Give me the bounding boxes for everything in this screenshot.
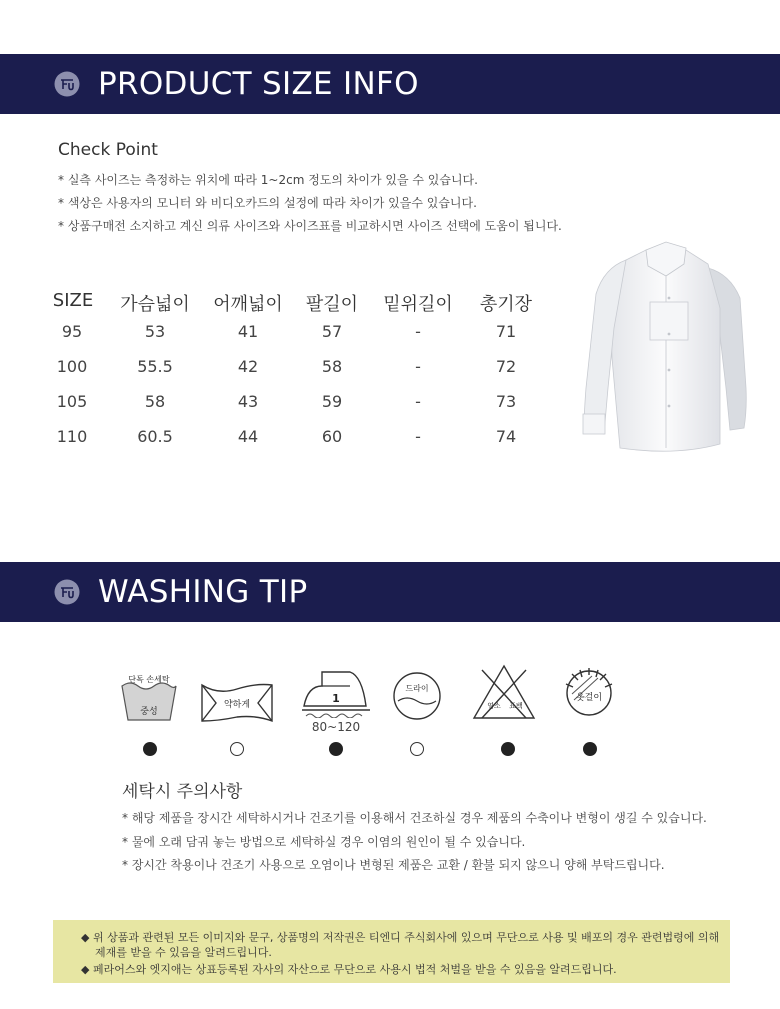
cell-size: 100 <box>56 357 88 376</box>
check-point-note: * 색상은 사용자의 모니터 와 비디오카드의 설정에 따라 차이가 있을수 있습니다. <box>58 196 477 210</box>
cell-shoulder: 44 <box>237 427 259 446</box>
header-shoulder: 어깨넓이 <box>213 294 283 315</box>
hand-wash-top-label: 단독 손세탁 <box>128 675 170 684</box>
copyright-line: ◆ 위 상품과 관련된 모든 이미지와 문구, 상품명의 저작권은 티엔디 주식회사에 있으며 무단으로 사용 및 배포의 경우 관련법령에 의해 <box>81 931 720 944</box>
table-row <box>50 357 550 381</box>
copyright-line: ◆ 페라어스와 엣지애는 상표등록된 자사의 자산으로 무단으로 사용시 법적 처벌을 받을 수 있음을 알려드립니다. <box>81 963 617 976</box>
unselected-dot <box>410 742 424 756</box>
check-point-title: Check Point <box>58 140 158 160</box>
cell-sleeve: 59 <box>321 392 343 411</box>
cell-length: 74 <box>495 427 517 446</box>
hand-wash-icon <box>116 670 182 724</box>
cell-rise: - <box>415 357 421 376</box>
size-info-banner <box>0 54 780 114</box>
gentle-label: 약하게 <box>223 700 251 710</box>
header-length: 총기장 <box>479 294 533 315</box>
brand-logo-icon <box>54 579 80 605</box>
check-point-note: * 상품구매전 소지하고 계신 의류 사이즈와 사이즈표를 비교하시면 사이즈 선택에 도움이 됩니다. <box>58 219 562 233</box>
bleach-left-label: 염소 <box>487 702 501 710</box>
cell-sleeve: 58 <box>321 357 343 376</box>
cell-size: 95 <box>61 322 83 341</box>
iron-icon <box>300 666 372 718</box>
unselected-dot <box>230 742 244 756</box>
header-rise: 밑위길이 <box>383 294 453 315</box>
header-chest: 가슴넓이 <box>120 294 190 315</box>
cell-rise: - <box>415 392 421 411</box>
selected-dot <box>329 742 343 756</box>
washing-tip-banner <box>0 562 780 622</box>
selected-dot <box>143 742 157 756</box>
cell-shoulder: 43 <box>237 392 259 411</box>
shirt-image <box>580 238 748 460</box>
care-note: * 해당 제품을 장시간 세탁하시거나 건조기를 이용해서 건조하실 경우 제품의 수축이나 변형이 생길 수 있습니다. <box>122 811 707 825</box>
no-bleach-icon <box>472 664 536 720</box>
table-header-row <box>50 290 550 314</box>
table-row <box>50 322 550 346</box>
cell-shoulder: 41 <box>237 322 259 341</box>
care-note: * 장시간 착용이나 건조기 사용으로 오염이나 변형된 제품은 교환 / 환불 되지 않으니 양해 부탁드립니다. <box>122 858 665 872</box>
bleach-right-label: 표백 <box>509 702 523 710</box>
cell-chest: 55.5 <box>137 357 173 376</box>
table-row <box>50 427 550 451</box>
copyright-box <box>53 920 730 983</box>
cell-shoulder: 42 <box>237 357 259 376</box>
selected-dot <box>501 742 515 756</box>
cell-length: 72 <box>495 357 517 376</box>
copyright-line: 제재를 받을 수 있음을 알려드립니다. <box>95 946 272 959</box>
dry-label: 드라이 <box>405 684 429 693</box>
brand-logo-icon <box>54 71 80 97</box>
care-note: * 물에 오래 담궈 놓는 방법으로 세탁하실 경우 이염의 원인이 될 수 있습니다. <box>122 835 526 849</box>
hang-dry-icon <box>560 664 618 722</box>
size-info-title: PRODUCT SIZE INFO <box>98 66 419 102</box>
check-point-note: * 실측 사이즈는 측정하는 위치에 따라 1~2cm 정도의 차이가 있을 수 있습니다. <box>58 173 478 187</box>
dry-clean-icon <box>392 671 442 721</box>
header-sleeve: 팔길이 <box>305 294 359 315</box>
cell-length: 73 <box>495 392 517 411</box>
hand-wash-bottom-label: 중성 <box>140 707 158 717</box>
cell-length: 71 <box>495 322 517 341</box>
selected-dot <box>583 742 597 756</box>
iron-temp-label: 80~120 <box>311 720 361 734</box>
cell-chest: 60.5 <box>137 427 173 446</box>
cell-rise: - <box>415 322 421 341</box>
cell-sleeve: 60 <box>321 427 343 446</box>
washing-tip-title: WASHING TIP <box>98 574 308 610</box>
table-row <box>50 392 550 416</box>
cell-chest: 53 <box>144 322 166 341</box>
header-size: SIZE <box>52 290 94 311</box>
cell-rise: - <box>415 427 421 446</box>
gentle-wring-icon <box>198 681 276 725</box>
iron-level-label: 1 <box>332 692 340 705</box>
hanger-label: 옷걸이 <box>575 693 603 703</box>
cell-size: 105 <box>56 392 88 411</box>
cell-sleeve: 57 <box>321 322 343 341</box>
cell-chest: 58 <box>144 392 166 411</box>
care-title: 세탁시 주의사항 <box>122 782 243 802</box>
cell-size: 110 <box>56 427 88 446</box>
